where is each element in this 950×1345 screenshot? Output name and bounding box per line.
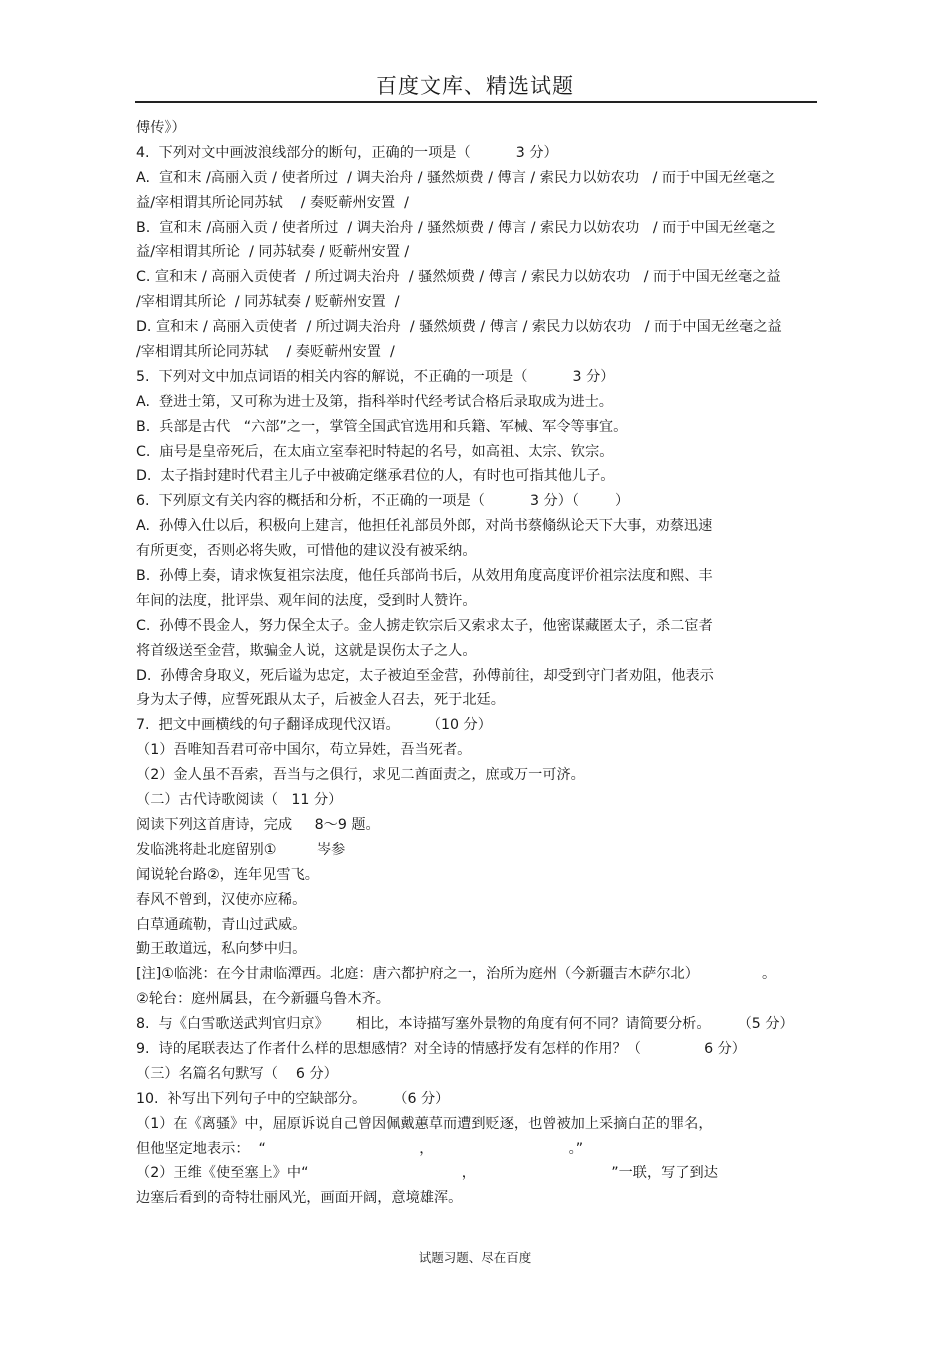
poem-note-2: ②轮台：庭州属县，在今新疆乌鲁木齐。 bbox=[136, 991, 390, 1008]
question-6-option-d: D. 孙傅舍身取义，死后谥为忠定，太子被迫至金营，孙傅前往，却受到守门者劝阻，他表示 bbox=[136, 667, 714, 684]
page-header-title: 百度文库、精选试题 bbox=[376, 74, 574, 98]
question-7-item-2: （2）金人虽不吾索，吾当与之俱行，求见二酋面责之，庶或万一可济。 bbox=[136, 767, 585, 784]
section-poetry-heading: （二）古代诗歌阅读（ 11 分） bbox=[136, 792, 343, 809]
question-6-stem: 6. 下列原文有关内容的概括和分析，不正确的一项是（ 3 分）（ ） bbox=[136, 493, 630, 510]
question-10-stem: 10. 补写出下列句子中的空缺部分。 （6 分） bbox=[136, 1090, 450, 1107]
question-6-option-c: C. 孙傅不畏金人，努力保全太子。金人掳走钦宗后又索求太子，他密谋藏匿太子，杀二宦者 bbox=[136, 617, 713, 634]
question-10-item-1-blanks: 但他坚定地表示： “ ， 。” bbox=[136, 1140, 584, 1157]
section-recitation-heading: （三）名篇名句默写（ 6 分） bbox=[136, 1065, 338, 1082]
question-5-stem: 5. 下列对文中加点词语的相关内容的解说，不正确的一项是（ 3 分） bbox=[136, 368, 615, 385]
question-4-option-d-cont: /宰相谓其所论同苏轼 / 奏贬蕲州安置 / bbox=[136, 344, 395, 361]
question-4-stem: 4. 下列对文中画波浪线部分的断句，正确的一项是（ 3 分） bbox=[136, 144, 558, 161]
question-6-option-b: B. 孙傅上奏，请求恢复祖宗法度，他任兵部尚书后，从效用角度高度评价祖宗法度和熙、丰 bbox=[136, 568, 713, 585]
question-7-item-1: （1）吾唯知吾君可帝中国尔，苟立异姓，吾当死者。 bbox=[136, 742, 472, 759]
page-footer: 试题习题、尽在百度 bbox=[418, 1250, 532, 1265]
question-5-option-a: A. 登进士第，又可称为进士及第，指科举时代经考试合格后录取成为进士。 bbox=[136, 393, 613, 410]
question-6-option-d-cont: 身为太子傅，应誓死跟从太子，后被金人召去，死于北廷。 bbox=[136, 692, 505, 709]
poem-line: 勤王敢道远，私向梦中归。 bbox=[136, 941, 307, 958]
question-4-option-a: A. 宣和末 /高丽入贡 / 使者所过 / 调夫治舟 / 骚然烦费 / 傅言 / 索民力以妨农功 / 而于中国无丝毫之 bbox=[136, 169, 776, 186]
question-6-option-a-cont: 有所更变，否则必将失败，可惜他的建议没有被采纳。 bbox=[136, 543, 477, 560]
poem-line: 春风不曾到，汉使亦应稀。 bbox=[136, 891, 307, 908]
poem-title: 发临洮将赴北庭留别① 岑参 bbox=[136, 841, 346, 858]
question-4-option-c-cont: /宰相谓其所论 / 同苏轼奏 / 贬蕲州安置 / bbox=[136, 294, 400, 311]
question-10-item-1: （1）在《离骚》中，屈原诉说自己曾因佩戴蕙草而遭到贬逐，也曾被加上采摘白芷的罪名， bbox=[136, 1115, 713, 1132]
question-9: 9. 诗的尾联表达了作者什么样的思想感情？对全诗的情感抒发有怎样的作用？（ 6 分） bbox=[136, 1040, 746, 1057]
question-6-option-b-cont: 年间的法度，批评祟、观年间的法度，受到时人赞许。 bbox=[136, 592, 477, 609]
question-5-option-b: B. 兵部是古代 “六部”之一，掌管全国武官选用和兵籍、军械、军令等事宜。 bbox=[136, 418, 628, 435]
question-4-option-b: B. 宣和末 /高丽入贡 / 使者所过 / 调夫治舟 / 骚然烦费 / 傅言 / 索民力以妨农功 / 而于中国无丝毫之 bbox=[136, 219, 776, 236]
question-4-option-d: D. 宣和末 / 高丽入贡使者 / 所过调夫治舟 / 骚然烦费 / 傅言 / 索民力以妨农功 / 而于中国无丝毫之益 bbox=[136, 319, 782, 336]
poetry-instructions: 阅读下列这首唐诗，完成 8～9 题。 bbox=[136, 816, 380, 833]
question-4-option-a-cont: 益/宰相谓其所论同苏轼 / 奏贬蕲州安置 / bbox=[136, 194, 409, 211]
poem-line: 白草通疏勒，青山过武威。 bbox=[136, 916, 307, 933]
question-8: 8. 与《白雪歌送武判官归京》 相比，本诗描写塞外景物的角度有何不同？请简要分析。 （5 分） bbox=[136, 1016, 794, 1033]
poem-line: 闻说轮台路②，连年见雪飞。 bbox=[136, 866, 319, 883]
question-5-option-c: C. 庙号是皇帝死后，在太庙立室奉祀时特起的名号，如高祖、太宗、钦宗。 bbox=[136, 443, 614, 460]
question-10-item-2: （2）王维《使至塞上》中“ ， ”一联，写了到达 bbox=[136, 1165, 718, 1182]
question-4-option-b-cont: 益/宰相谓其所论 / 同苏轼奏 / 贬蕲州安置 / bbox=[136, 244, 410, 261]
question-4-option-c: C. 宣和末 / 高丽入贡使者 / 所过调夫治舟 / 骚然烦费 / 傅言 / 索民力以妨农功 / 而于中国无丝毫之益 bbox=[136, 269, 781, 286]
question-5-option-d: D. 太子指封建时代君主儿子中被确定继承君位的人，有时也可指其他儿子。 bbox=[136, 468, 615, 485]
document-body bbox=[136, 116, 816, 1211]
text-line: 傅传》） bbox=[136, 120, 186, 136]
header-divider bbox=[135, 101, 817, 103]
question-10-item-2-cont: 边塞后看到的奇特壮丽风光，画面开阔，意境雄浑。 bbox=[136, 1190, 463, 1207]
question-7-stem: 7. 把文中画横线的句子翻译成现代汉语。 （10 分） bbox=[136, 717, 492, 734]
question-6-option-c-cont: 将首级送至金营，欺骗金人说，这就是误伤太子之人。 bbox=[136, 642, 477, 659]
poem-note-1: [注]①临洮：在今甘肃临潭西。北庭：唐六都护府之一，治所为庭州（今新疆吉木萨尔北） 。 bbox=[136, 966, 777, 983]
question-6-option-a: A. 孙傅入仕以后，积极向上建言，他担任礼部员外郎，对尚书蔡翛纵论天下大事，劝蔡迅速 bbox=[136, 518, 713, 535]
